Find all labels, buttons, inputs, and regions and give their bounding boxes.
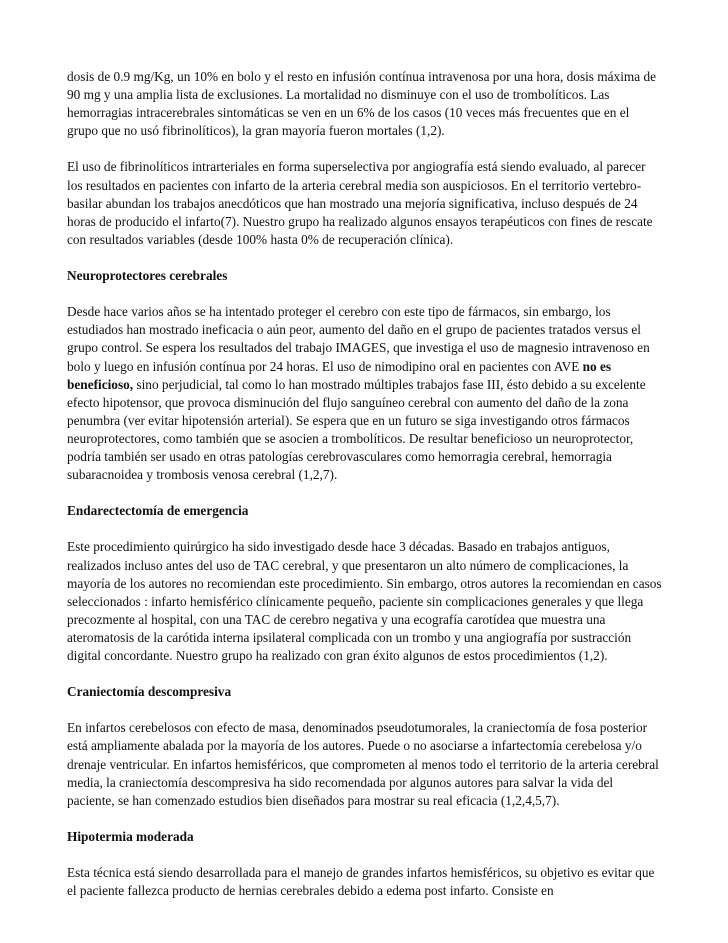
paragraph-fibrinolytic-dose: dosis de 0.9 mg/Kg, un 10% en bolo y el resto en infusión contínua intravenosa por una hora, dosis máxima de 90 mg y una amplia lista de exclusiones. La mortalidad no disminuye con el uso de trombolíticos. Las hemorragias intracerebrales sintomáticas se ven en un 6% de los casos (10 veces más frecuentes que en el grupo que no usó fibrinolíticos), la gran mayoría fueron mortales (1,2). (67, 69, 657, 139)
paragraph-craniectomia: En infartos cerebelosos con efecto de masa, denominados pseudotumorales, la craniectomía de fosa posterior está ampliamente abalada por la mayoría de los autores. Puede o no asociarse a infartectomía cerebelosa y/o drenaje ventricular. En infartos hemisféricos, que comprometen al menos todo el territorio de la arteria cerebral media, la craniectomía descompresiva ha sido recomendada por algunos autores para salvar la vida del paciente, se han comenzado estudios bien diseñados para mostrar su real eficacia (1,2,4,5,7). (67, 720, 659, 808)
paragraph-neuro-text-a: Desde hace varios años se ha intentado proteger el cerebro con este tipo de fármacos, sin embargo, los estudiados han mostrado ineficacia o aún peor, aumento del daño en el grupo de pacientes tratados versus el grupo control. Se espera los resultados del trabajo IMAGES, que investiga el uso de magnesio intravenoso en bolo y luego en infusión contínua por 24 horas. El uso de nimodipino oral en pacientes con AVE (67, 304, 650, 374)
paragraph-neuro-text-b: sino perjudicial, tal como lo han mostrado múltiples trabajos fase III, ésto debido a su excelente efecto hipotensor, que provoca disminución del flujo sanguíneo cerebral con aumento del daño de la zona penumbra (ver evitar hipotensión arterial). Se espera que en un futuro se siga investigando otros fármacos neuroprotectores, como también que se asocien a trombolíticos. De resultar beneficioso un neuroprotector, podría también ser usado en otras patologías cerebrovasculares como hemorragia cerebral, hemorragia subaracnoidea y trombosis venosa cerebral (1,2,7). (67, 376, 646, 483)
document-page (67, 68, 663, 900)
heading-craniectomia: Craniectomía descompresiva (67, 684, 232, 700)
paragraph-intra-arterial: El uso de fibrinolíticos intrarteriales en forma superselectiva por angiografía está siendo evaluado, al parecer los resultados en pacientes con infarto de la arteria cerebral media son auspiciosos. En el territorio vertebro-basilar abundan los trabajos anecdóticos que han mostrado una mejoría significativa, incluso después de 24 horas de producido el infarto(7). Nuestro grupo ha realizado algunos ensayos terapéuticos con fines de rescate con resultados variables (desde 100% hasta 0% de recuperación clínica). (67, 159, 653, 247)
paragraph-neuroprotectores (67, 303, 663, 484)
heading-neuroprotectores: Neuroprotectores cerebrales (67, 268, 228, 284)
paragraph-endarectectomia: Este procedimiento quirúrgico ha sido investigado desde hace 3 décadas. Basado en trabajos antiguos, realizados incluso antes del uso de TAC cerebral, y que presentaron un alto número de complicaciones, la mayoría de los autores no recomiendan este procedimiento. Sin embargo, otros autores la recomiendan en casos seleccionados : infarto hemisférico clínicamente pequeño, paciente sin complicaciones generales y que llega precozmente al hospital, con una TAC de cerebro negativa y una ecografía carotídea que muestra una ateromatosis de la carótida interna ipsilateral complicada con un trombo y una angiografía por sustracción digital concordante. Nuestro grupo ha realizado con gran éxito algunos de estos procedimientos (1,2). (67, 539, 662, 663)
heading-endarectectomia: Endarectectomía de emergencia (67, 503, 249, 519)
heading-hipotermia: Hipotermia moderada (67, 828, 194, 844)
paragraph-hipotermia: Esta técnica está siendo desarrollada para el manejo de grandes infartos hemisféricos, su objetivo es evitar que el paciente fallezca producto de hernias cerebrales debido a edema post infarto. Consiste en (67, 865, 655, 899)
paragraph-neuro-bold: no es beneficioso, (67, 358, 612, 392)
